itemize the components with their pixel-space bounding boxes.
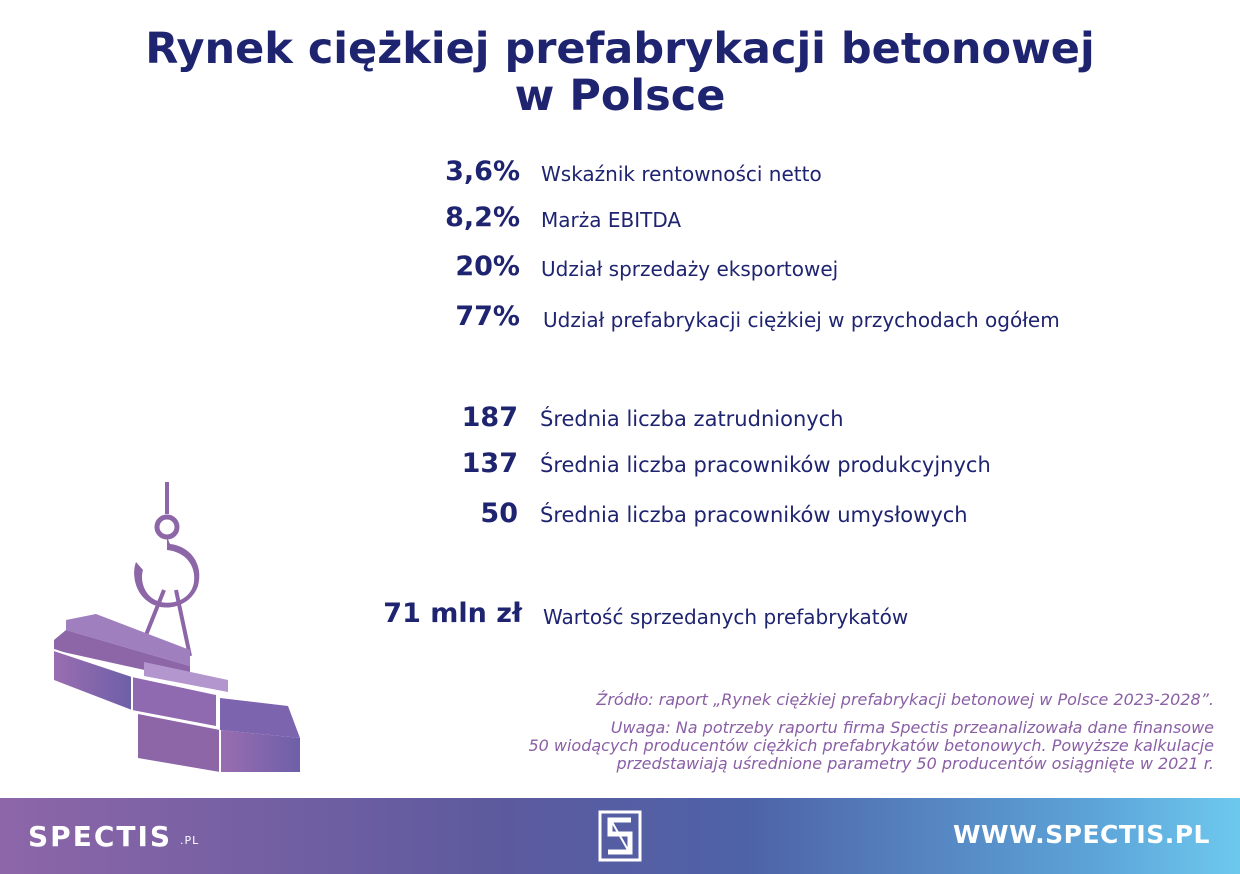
stat-sales-value: 71 mln zł — [383, 598, 522, 629]
stat-heavy-share-label: Udział prefabrykacji ciężkiej w przychodach ogółem — [543, 308, 1060, 332]
remark-line-3: przedstawiają uśrednione parametry 50 producentów osiągnięte w 2021 r. — [616, 754, 1214, 773]
spectis-logo-suffix: .PL — [180, 834, 200, 847]
stat-employees-value: 187 — [461, 402, 518, 433]
page-title-line-1: Rynek ciężkiej prefabrykacji betonowej — [145, 24, 1095, 74]
stat-production-workers-value: 137 — [461, 448, 518, 479]
stat-net-margin-value: 3,6% — [445, 156, 520, 187]
stat-production-workers-label: Średnia liczba pracowników produkcyjnych — [540, 453, 991, 477]
stat-sales-label: Wartość sprzedanych prefabrykatów — [543, 605, 909, 629]
spectis-logo[interactable]: SPECTIS — [28, 820, 173, 853]
stat-export-label: Udział sprzedaży eksportowej — [541, 257, 839, 281]
remark-line-1: Uwaga: Na potrzeby raportu firma Spectis przeanalizowała dane finansowe — [610, 718, 1214, 737]
page-title-line-2: w Polsce — [514, 71, 726, 121]
spectis-s-emblem-icon[interactable] — [598, 810, 642, 862]
stat-export-value: 20% — [455, 251, 520, 282]
source-note: Źródło: raport „Rynek ciężkiej prefabrykacji betonowej w Polsce 2023-2028”. — [596, 690, 1214, 709]
crane-hook-lifting-concrete-beams-icon — [48, 480, 308, 776]
stat-office-workers-label: Średnia liczba pracowników umysłowych — [540, 503, 968, 527]
stat-office-workers-value: 50 — [480, 498, 518, 529]
stat-ebitda-value: 8,2% — [445, 202, 520, 233]
page-title — [0, 26, 1240, 120]
stat-ebitda-label: Marża EBITDA — [541, 208, 682, 232]
stat-employees-label: Średnia liczba zatrudnionych — [540, 407, 844, 431]
website-link[interactable]: WWW.SPECTIS.PL — [952, 820, 1210, 849]
stat-heavy-share-value: 77% — [455, 301, 520, 332]
remark-line-2: 50 wiodących producentów ciężkich prefabrykatów betonowych. Powyższe kalkulacje — [528, 736, 1214, 755]
stat-net-margin-label: Wskaźnik rentowności netto — [541, 162, 822, 186]
footer-bar — [0, 798, 1240, 874]
